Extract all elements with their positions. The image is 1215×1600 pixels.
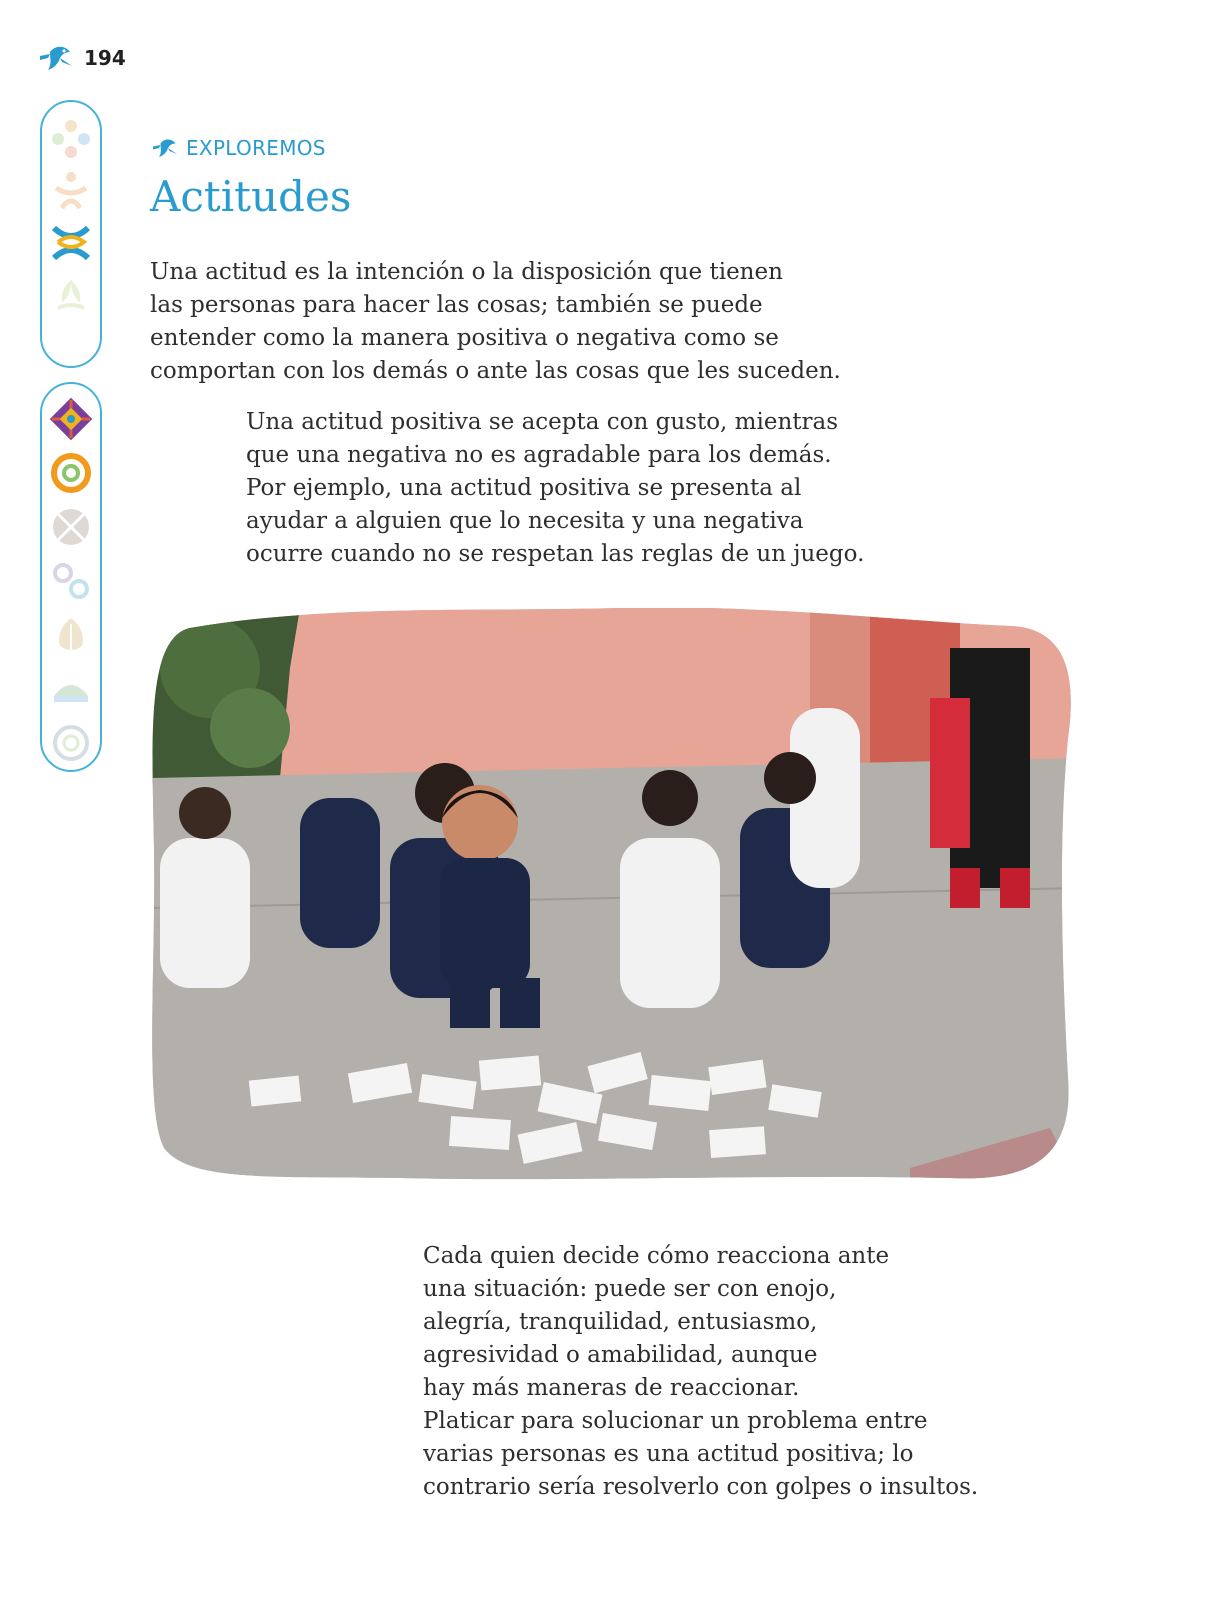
paragraph-reactions (423, 1240, 978, 1504)
eje-pensamiento-critico-icon (48, 450, 94, 496)
paragraph-line: ocurre cuando no se respetan las reglas de un juego. (246, 541, 865, 567)
photo-illustration (150, 608, 1080, 1188)
paragraph-line: comportan con los demás o ante las cosas que les suceden. (150, 358, 841, 384)
eje-interculturalidad-icon (48, 504, 94, 550)
paragraph-line: agresividad o amabilidad, aunque (423, 1342, 818, 1368)
section-label (150, 136, 326, 160)
paragraph-line: ayudar a alguien que lo necesita y una negativa (246, 508, 804, 534)
paragraph-line: varias personas es una actitud positiva; lo (423, 1441, 914, 1467)
paragraph-line: Una actitud positiva se acepta con gusto, mientras (246, 409, 839, 435)
page-number: 194 (84, 46, 126, 70)
eje-igualdad-icon (48, 558, 94, 604)
paragraph-line: Una actitud es la intención o la disposición que tienen (150, 259, 783, 285)
ejes-rail (40, 382, 102, 772)
paragraph-intro (150, 256, 841, 388)
paragraph-examples (246, 406, 864, 571)
campos-rail (40, 100, 102, 368)
campo-saberes-icon (48, 116, 94, 162)
paragraph-line: entender como la manera positiva o negativa como se (150, 325, 779, 351)
page-title: Actitudes (150, 172, 352, 221)
hummingbird-icon (150, 136, 180, 160)
paragraph-line: que una negativa no es agradable para los demás. (246, 442, 832, 468)
hummingbird-icon (36, 42, 76, 74)
section-label-text: EXPLOREMOS (186, 136, 326, 160)
paragraph-line: Platicar para solucionar un problema entre (423, 1408, 928, 1434)
paragraph-line: contrario sería resolverlo con golpes o insultos. (423, 1474, 979, 1500)
campo-etica-icon (48, 168, 94, 214)
paragraph-line: hay más maneras de reaccionar. (423, 1375, 800, 1401)
campo-humano-icon (48, 220, 94, 266)
paragraph-line: las personas para hacer las cosas; también se puede (150, 292, 763, 318)
eje-lectura-icon (48, 666, 94, 712)
eje-vida-saludable-icon (48, 612, 94, 658)
photo-children-playing (150, 608, 1080, 1188)
eje-inclusion-icon (48, 396, 94, 442)
paragraph-line: Por ejemplo, una actitud positiva se presenta al (246, 475, 802, 501)
page-number-header (36, 42, 126, 74)
paragraph-line: alegría, tranquilidad, entusiasmo, (423, 1309, 818, 1335)
eje-artes-icon (48, 720, 94, 766)
paragraph-line: una situación: puede ser con enojo, (423, 1276, 837, 1302)
paragraph-line: Cada quien decide cómo reacciona ante (423, 1243, 890, 1269)
campo-lenguajes-icon (48, 272, 94, 318)
